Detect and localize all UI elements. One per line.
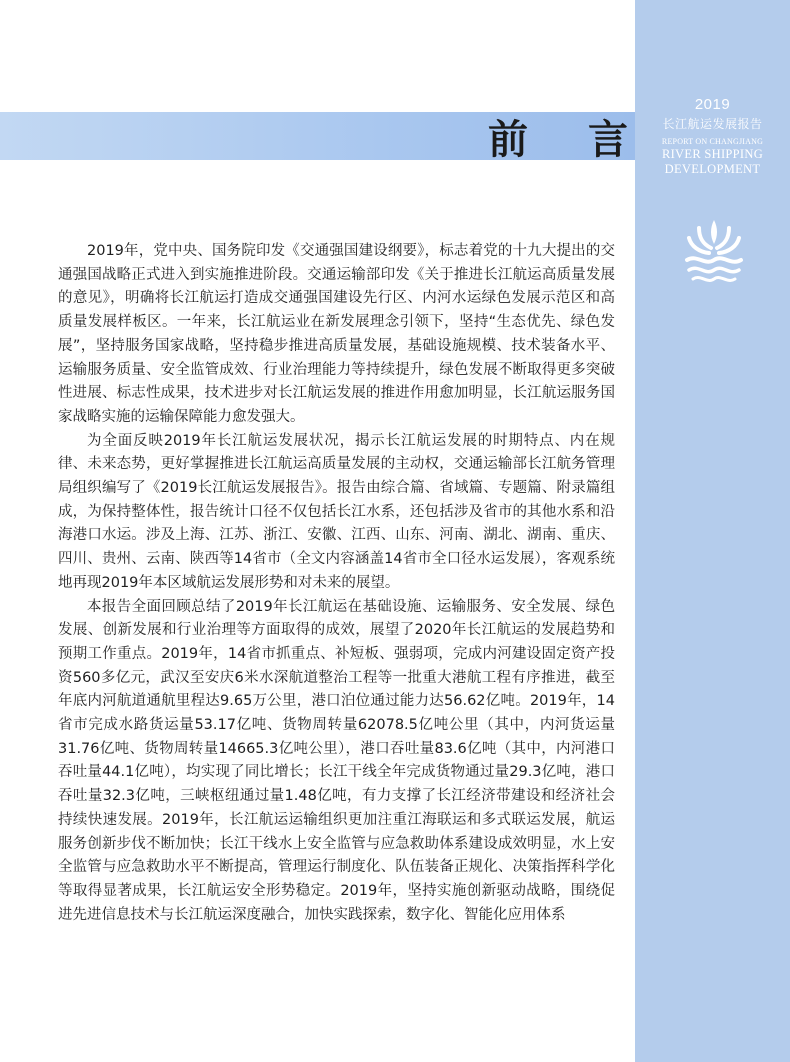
page-title-char-1: 前 (488, 115, 528, 163)
report-title-en-line2: DEVELOPMENT (664, 162, 761, 176)
page-title-char-2: 言 (588, 115, 628, 163)
preface-body (58, 240, 615, 927)
wave-logo-icon (681, 210, 747, 286)
report-title-cn: 长江航运发展报告 (662, 117, 763, 131)
sidebar (635, 0, 790, 1062)
paragraph-2: 为全面反映2019年长江航运发展状况，揭示长江航运发展的时期特点、内在规律、未来态势，更好掌握推进长江航运高质量发展的主动权，交通运输部长江航务管理局组织编写了《2019长江航运发展报告》。报告由综合篇、省域篇、专题篇、附录篇组成，为保持整体性，报告统计口径不仅包括长江水系，还包括涉及省市的其他水系和沿海港口水运。涉及上海、江苏、浙江、安徽、江西、山东、河南、湖北、湖南、重庆、四川、贵州、云南、陕西等14省市（全文内容涵盖14省市全口径水运发展），客观系统地再现2019年本区域航运发展形势和对未来的展望。 (58, 432, 615, 591)
report-year: 2019 (694, 96, 731, 113)
page-title (488, 110, 628, 162)
paragraph-1: 2019年，党中央、国务院印发《交通强国建设纲要》，标志着党的十九大提出的交通强国战略正式进入到实施推进阶段。交通运输部印发《关于推进长江航运高质量发展的意见》，明确将长江航运打造成交通强国建设先行区、内河水运绿色发展示范区和高质量发展样板区。一年来，长江航运业在新发展理念引领下，坚持“生态优先、绿色发展”，坚持服务国家战略，坚持稳步推进高质量发展，基础设施规模、技术装备水平、运输服务质量、安全监管成效、行业治理能力等持续提升，绿色发展不断取得更多突破性进展、标志性成果，技术进步对长江航运发展的推进作用愈加明显，长江航运服务国家战略实施的运输保障能力愈发强大。 (58, 243, 615, 425)
report-title-en-line1: RIVER SHIPPING (661, 147, 764, 161)
report-title-block (635, 95, 790, 177)
paragraph-3: 本报告全面回顾总结了2019年长江航运在基础设施、运输服务、安全发展、绿色发展、创新发展和行业治理等方面取得的成效，展望了2020年长江航运的发展趋势和预期工作重点。2019年，14省市抓重点、补短板、强弱项，完成内河建设固定资产投资560多亿元，武汉至安庆6米水深航道整治工程等一批重大港航工程有序推进，截至年底内河航道通航里程达9.65万公里，港口泊位通过能力达56.62亿吨。2019年，14省市完成水路货运量53.17亿吨、货物周转量62078.5亿吨公里（其中，内河货运量31.76亿吨、货物周转量14665.3亿吨公里），港口吞吐量83.6亿吨（其中，内河港口吞吐量44.1亿吨），均实现了同比增长；长江干线全年完成货物通过量29.3亿吨，港口吞吐量32.3亿吨，三峡枢纽通过量1.48亿吨，有力支撑了长江经济带建设和经济社会持续快速发展。2019年，长江航运运输组织更加注重江海联运和多式联运发展，航运服务创新步伐不断加快；长江干线水上安全监管与应急救助体系建设成效明显，水上安全监管与应急救助水平不断提高，管理运行制度化、队伍装备正规化、决策指挥科学化等取得显著成果，长江航运安全形势稳定。2019年，坚持实施创新驱动战略，围绕促进先进信息技术与长江航运深度融合，加快实践探索，数字化、智能化应用体系 (58, 598, 615, 923)
report-title-en-small: REPORT ON CHANGJIANG (661, 137, 764, 146)
